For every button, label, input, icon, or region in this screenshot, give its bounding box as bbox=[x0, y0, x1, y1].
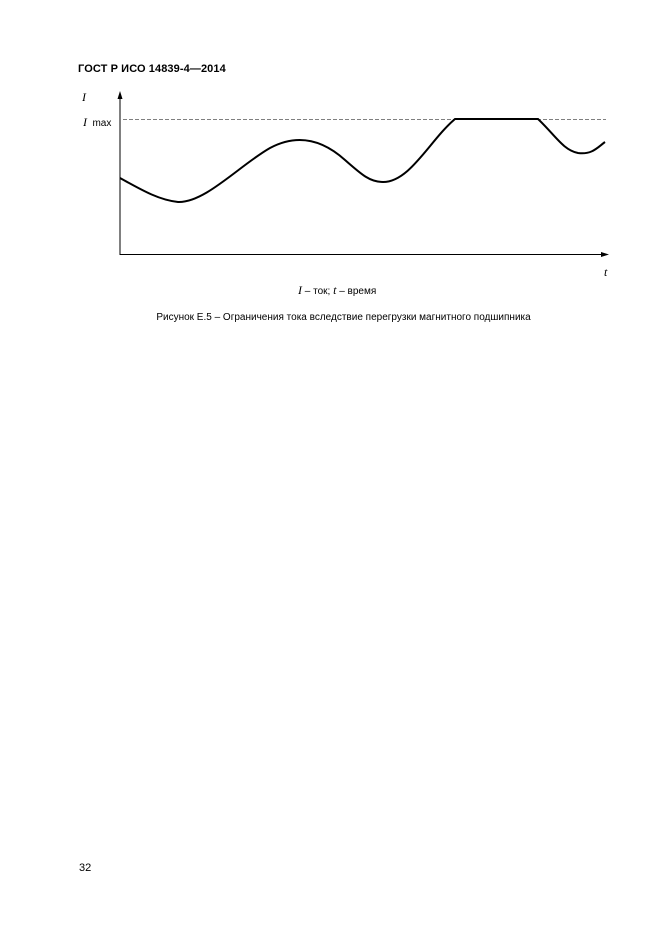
current-curve bbox=[120, 119, 605, 202]
legend-text-current: – ток; bbox=[302, 286, 331, 297]
legend-symbol-current: I bbox=[298, 283, 302, 297]
x-axis-label: t bbox=[604, 265, 608, 279]
document-header: ГОСТ Р ИСО 14839-4—2014 bbox=[78, 63, 226, 75]
page-number: 32 bbox=[79, 862, 92, 874]
x-axis-arrow bbox=[601, 252, 609, 257]
figure-caption: Рисунок Е.5 – Ограничения тока вследствие перегрузки магнитного подшипника bbox=[156, 312, 531, 323]
imax-subscript: max bbox=[92, 118, 112, 129]
legend-text-time: – время bbox=[336, 286, 377, 297]
imax-label bbox=[82, 113, 111, 130]
imax-symbol: I bbox=[83, 115, 87, 129]
figure-caption-wrap bbox=[0, 312, 661, 323]
y-axis-label: I bbox=[82, 90, 86, 104]
current-limit-figure bbox=[0, 0, 661, 300]
y-axis-arrow bbox=[118, 91, 123, 99]
legend-symbol-time: t bbox=[333, 283, 337, 297]
figure-legend bbox=[298, 283, 376, 298]
